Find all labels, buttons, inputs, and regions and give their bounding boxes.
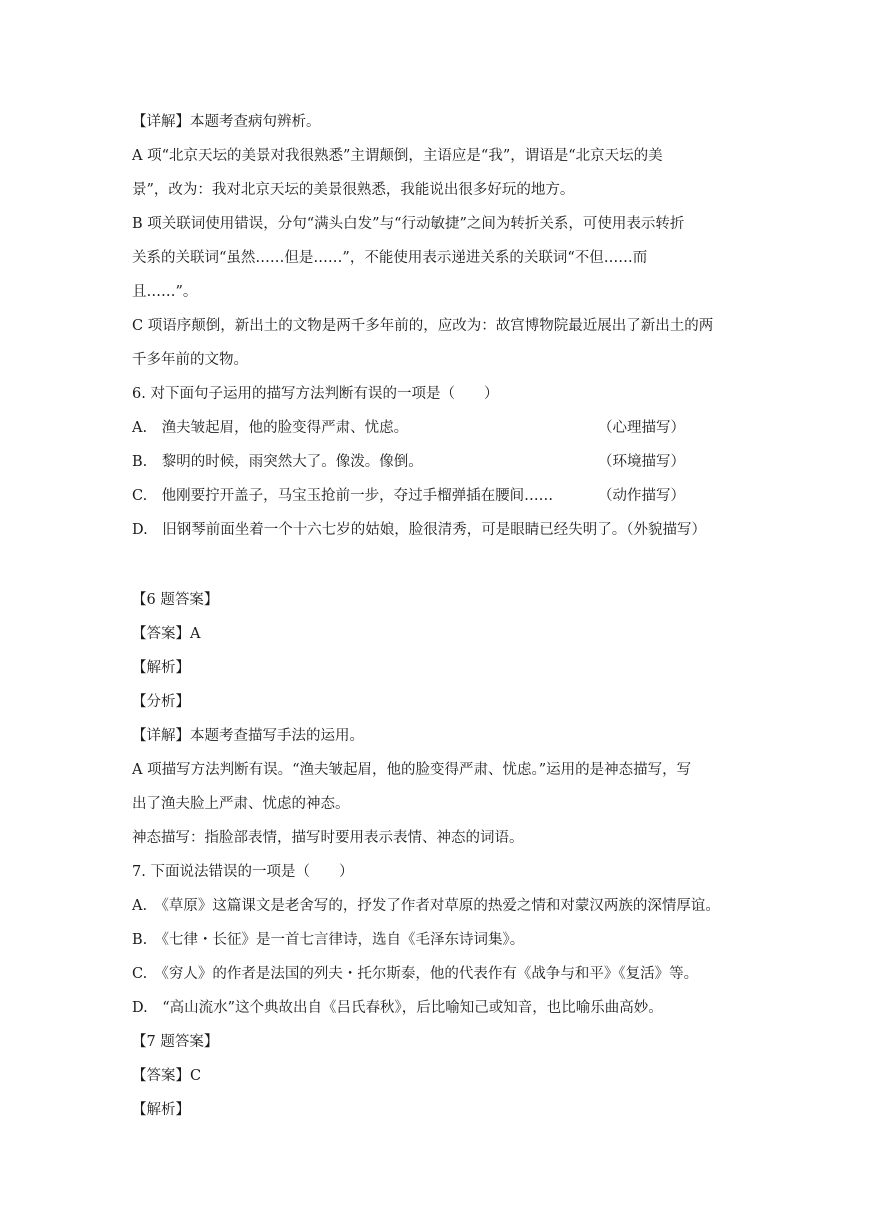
q5-detail-b-line1: B 项关联词使用错误，分句“满头白发”与“行动敏捷”之间为转折关系，可使用表示转折	[132, 216, 685, 232]
q7-option-a: A. 《草原》这篇课文是老舍写的，抒发了作者对草原的热爱之情和对蒙汉两族的深情厚谊。	[132, 898, 720, 914]
q6-option-d: D. 旧钢琴前面坐着一个十六七岁的姑娘，脸很清秀，可是眼睛已经失明了。（外貌描写）	[132, 522, 706, 538]
q6-answer: 【答案】A	[132, 626, 201, 642]
q6-detail-heading: 【详解】本题考查描写手法的运用。	[132, 728, 364, 744]
q6-option-b-tag: （环境描写）	[598, 454, 685, 470]
q6-answer-heading: 【6 题答案】	[132, 592, 219, 608]
q6-option-a-tag: （心理描写）	[598, 420, 685, 436]
q5-detail-c-line2: 千多年前的文物。	[132, 352, 248, 368]
q6-option-c: C. 他刚要拧开盖子，马宝玉抢前一步，夺过手榴弹插在腰间……	[132, 488, 554, 504]
q6-detail-line1: A 项描写方法判断有误。“渔夫皱起眉，他的脸变得严肃、忧虑。”运用的是神态描写，写	[132, 762, 692, 778]
q5-detail-b-line3: 且……”。	[132, 284, 198, 300]
q6-stem: 6. 对下面句子运用的描写方法判断有误的一项是（ ）	[132, 386, 499, 402]
q5-detail-a-line1: A 项“北京天坛的美景对我很熟悉”主谓颠倒，主语应是“我”，谓语是“北京天坛的美	[132, 148, 663, 164]
q5-detail-b-line2: 关系的关联词“虽然……但是……”，不能使用表示递进关系的关联词“不但……而	[132, 250, 648, 266]
q6-option-b: B. 黎明的时候，雨突然大了。像泼。像倒。	[132, 454, 423, 470]
q7-option-b: B. 《七律・长征》是一首七言律诗，选自《毛泽东诗词集》。	[132, 932, 525, 948]
q7-option-c: C. 《穷人》的作者是法国的列夫・托尔斯泰，他的代表作有《战争与和平》《复活》等。	[132, 966, 699, 982]
q6-analysis: 【解析】	[132, 660, 190, 676]
q6-option-a: A. 渔夫皱起眉，他的脸变得严肃、忧虑。	[132, 420, 409, 436]
q6-detail-line3: 神态描写：指脸部表情，描写时要用表示表情、神态的词语。	[132, 830, 524, 846]
q5-detail-heading: 【详解】本题考查病句辨析。	[132, 114, 321, 130]
q6-option-c-tag: （动作描写）	[598, 488, 685, 504]
q7-answer: 【答案】C	[132, 1068, 202, 1084]
q7-analysis: 【解析】	[132, 1102, 190, 1118]
q6-detail-line2: 出了渔夫脸上严肃、忧虑的神态。	[132, 796, 350, 812]
q5-detail-c-line1: C 项语序颠倒，新出土的文物是两千多年前的，应改为：故宫博物院最近展出了新出土的两	[132, 318, 714, 334]
q6-fenxi: 【分析】	[132, 694, 190, 710]
q7-option-d: D. “高山流水”这个典故出自《吕氏春秋》，后比喻知己或知音，也比喻乐曲高妙。	[132, 1000, 663, 1016]
q7-stem: 7. 下面说法错误的一项是（ ）	[132, 864, 354, 880]
q5-detail-a-line2: 景”，改为：我对北京天坛的美景很熟悉，我能说出很多好玩的地方。	[132, 182, 575, 198]
q7-answer-heading: 【7 题答案】	[132, 1034, 219, 1050]
